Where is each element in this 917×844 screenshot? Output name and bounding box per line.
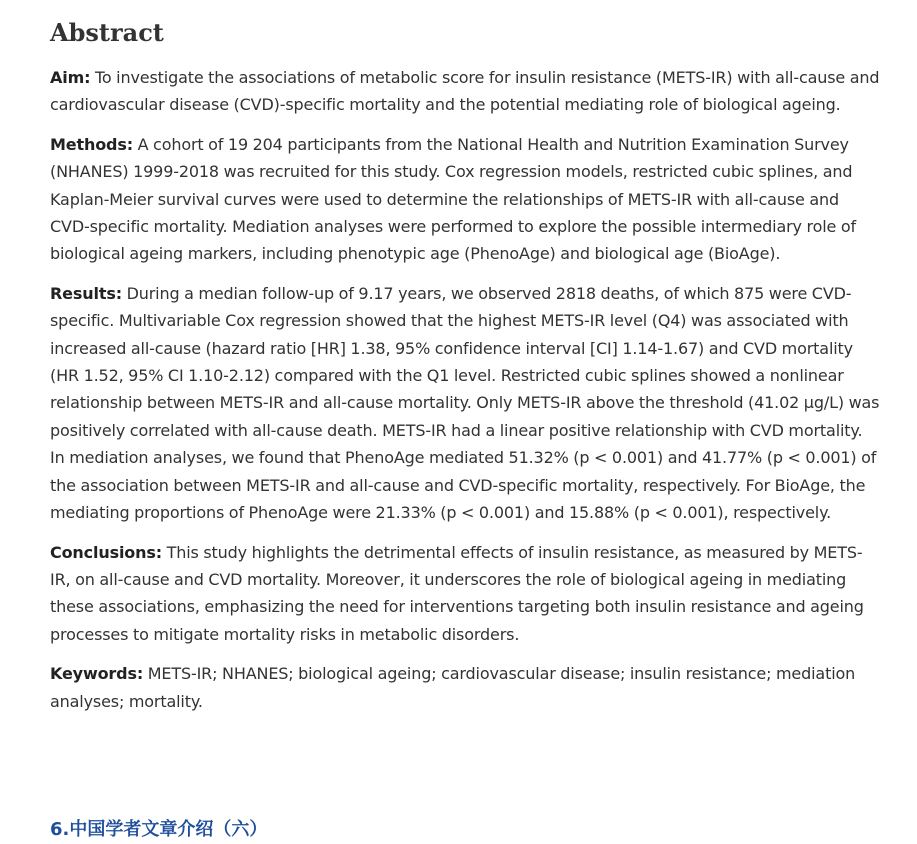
aim-text: To investigate the associations of metabolic score for insulin resistance (METS-IR) with all-cause and cardiovascular disease (CVD)-specific mortality and the potential mediating role of biological ageing.	[50, 68, 880, 115]
keywords-text: METS-IR; NHANES; biological ageing; cardiovascular disease; insulin resistance; mediation analyses; mortality.	[50, 664, 856, 711]
results-paragraph	[50, 280, 880, 527]
methods-paragraph	[50, 131, 880, 268]
abstract-heading: Abstract	[50, 18, 164, 47]
methods-label: Methods:	[50, 134, 133, 154]
next-section-title: 6.中国学者文章介绍（六）	[50, 819, 268, 840]
results-label: Results:	[50, 283, 122, 303]
aim-paragraph	[50, 64, 880, 119]
conclusions-paragraph	[50, 539, 880, 649]
methods-text: A cohort of 19 204 participants from the National Health and Nutrition Examination Survey (NHANES) 1999-2018 was recruited for this study. Cox regression models, restricted cubic splines, and Kaplan-Meier survival curves were used to determine the relationships of METS-IR with all-cause and CVD-specific mortality. Mediation analyses were performed to explore the possible intermediary role of biological ageing markers, including phenotypic age (PhenoAge) and biological age (BioAge).	[50, 134, 856, 264]
abstract-block	[50, 16, 880, 727]
conclusions-label: Conclusions:	[50, 542, 162, 562]
results-text: During a median follow-up of 9.17 years, we observed 2818 deaths, of which 875 were CVD-specific. Multivariable Cox regression showed that the highest METS-IR level (Q4) was associated with increased all-cause (hazard ratio [HR] 1.38, 95% confidence interval [CI] 1.14-1.67) and CVD mortality (HR 1.52, 95% CI 1.10-2.12) compared with the Q1 level. Restricted cubic splines showed a nonlinear relationship between METS-IR and all-cause mortality. Only METS-IR above the threshold (41.02 μg/L) was positively correlated with all-cause death. METS-IR had a linear positive relationship with CVD mortality. In mediation analyses, we found that PhenoAge mediated 51.32% (p < 0.001) and 41.77% (p < 0.001) of the association between METS-IR and all-cause and CVD-specific mortality, respectively. For BioAge, the mediating proportions of PhenoAge were 21.33% (p < 0.001) and 15.88% (p < 0.001), respectively.	[50, 283, 880, 523]
conclusions-text: This study highlights the detrimental effects of insulin resistance, as measured by METS-IR, on all-cause and CVD mortality. Moreover, it underscores the role of biological ageing in mediating these associations, emphasizing the need for interventions targeting both insulin resistance and ageing processes to mitigate mortality risks in metabolic disorders.	[50, 542, 864, 644]
aim-label: Aim:	[50, 68, 91, 87]
keywords-paragraph	[50, 660, 880, 715]
keywords-label: Keywords:	[50, 664, 144, 684]
